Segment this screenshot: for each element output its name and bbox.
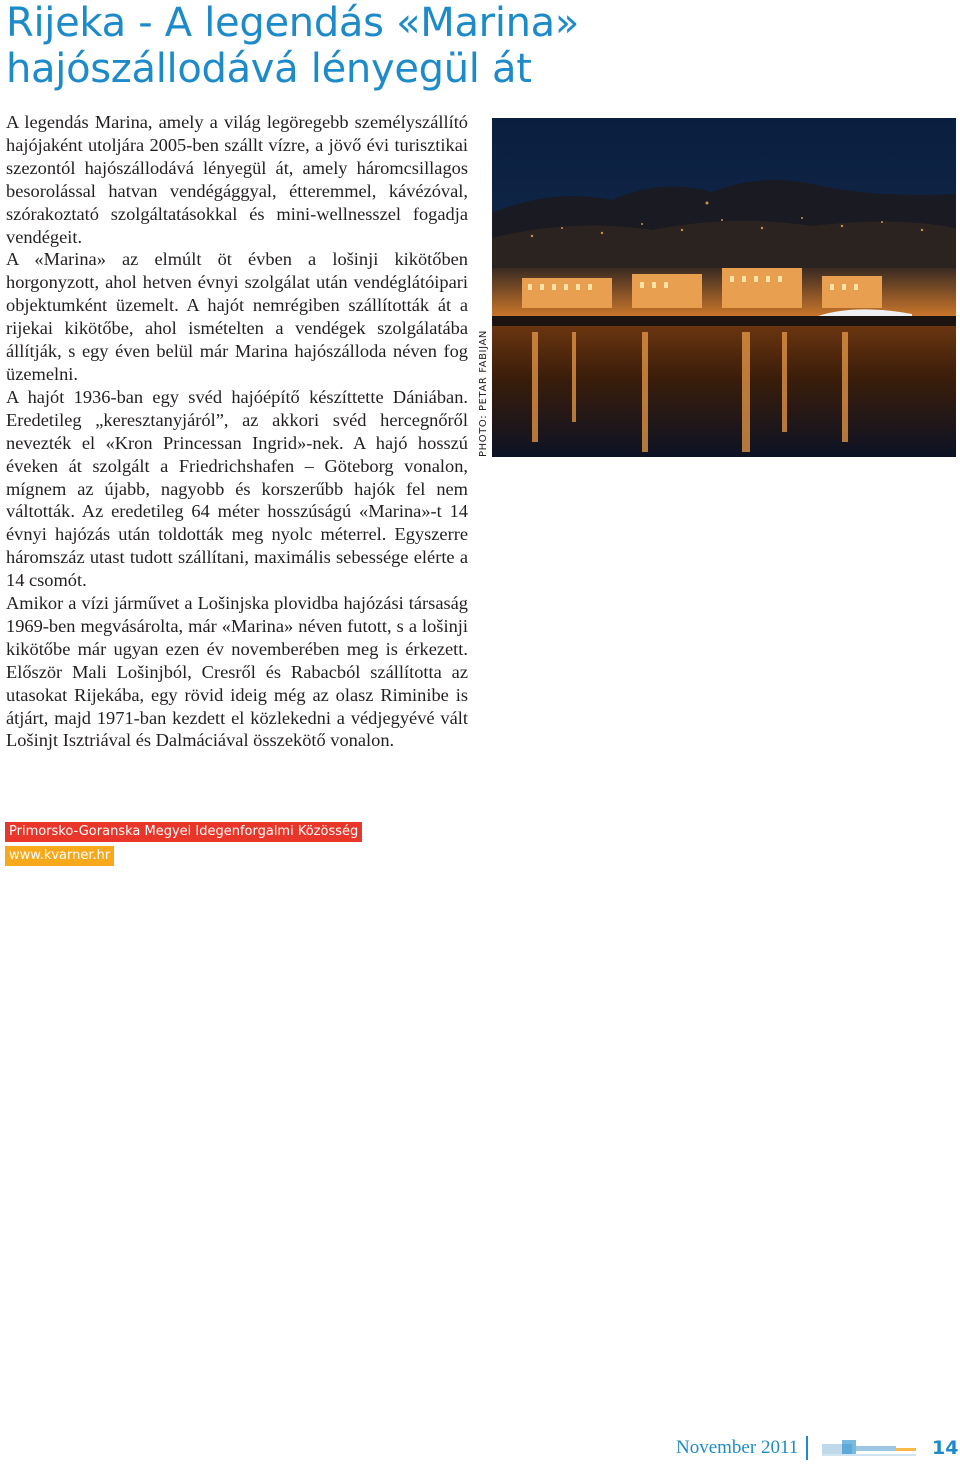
organization-tag: Primorsko-Goranska Megyei Idegenforgalmi Közösség	[5, 822, 362, 842]
title-line-1: Rijeka - A legendás «Marina»	[6, 0, 580, 46]
paragraph-3: A hajót 1936-ban egy svéd hajóépítő készíttette Dániában. Eredetileg „keresztanyjáról”, az akkori svéd hercegnőről nevezték el «Kron Princessan Ingrid»-nek. A hajó hosszú éveken át szolgált a Friedrichshafen – Göteborg vonalon, mígnem az újabb, nagyobb és korszerűbb hajók fel nem váltották. Az eredetileg 64 méter hosszúságú «Marina»-t 14 évnyi hajózás után toldották meg nyolc méterrel. Egyszerre háromszáz utast tudott szállítani, maximális sebessége elérte a 14 csomót.	[6, 386, 468, 591]
title-line-2: hajószállodává lényegül át	[6, 46, 532, 92]
article-title	[6, 0, 706, 92]
footer-divider	[806, 1436, 808, 1460]
harbor-night-photo	[492, 118, 956, 457]
website-link[interactable]: www.kvarner.hr	[5, 846, 114, 866]
article-body	[6, 111, 468, 752]
paragraph-1: A legendás Marina, amely a világ legöregebb személyszállító hajójaként utoljára 2005-ben szállt vízre, a jövő évi turisztikai szezontól hajószállodává lényegül át, amely háromcsillagos besorolással hatvan vendégággyal, étteremmel, kávézóval, szórakoztató szolgáltatásokkal és mini-wellnesszel fogadja vendégeit.	[6, 112, 468, 247]
photo-credit: PHOTO: PETAR FABIJAN	[478, 330, 489, 457]
paragraph-2: A «Marina» az elmúlt öt évben a lošinji kikötőben horgonyzott, ahol hetven évnyi szolgálat után vendéglátóipari objektumként üzemelt. A hajót nemrégiben szállították át a rijekai kikötőbe, ahol ismételten a vendégek szolgálatába állítják, s egy éven belül már Marina hajószálloda néven fog üzemelni.	[6, 249, 468, 384]
paragraph-4: Amikor a vízi járművet a Lošinjska plovidba hajózási társaság 1969-ben megvásárolta, már «Marina» néven futott, s a lošinji kikötőbe már ugyan ezen év novemberében meg is érkezett. Először Mali Lošinjból, Cresről és Rabacból szállította az utasokat Rijekába, egy rövid ideig még az olasz Riminibe is átjárt, majd 1971-ban kezdett el közlekedni a védjegyévé vált Lošinjt Isztriával és Dalmáciával összekötő vonalon.	[6, 593, 468, 751]
harbor-photo-illustration	[492, 118, 956, 457]
issue-date: November 2011	[676, 1437, 799, 1458]
page-number: 14	[932, 1437, 959, 1459]
publication-logo-icon	[820, 1436, 920, 1460]
